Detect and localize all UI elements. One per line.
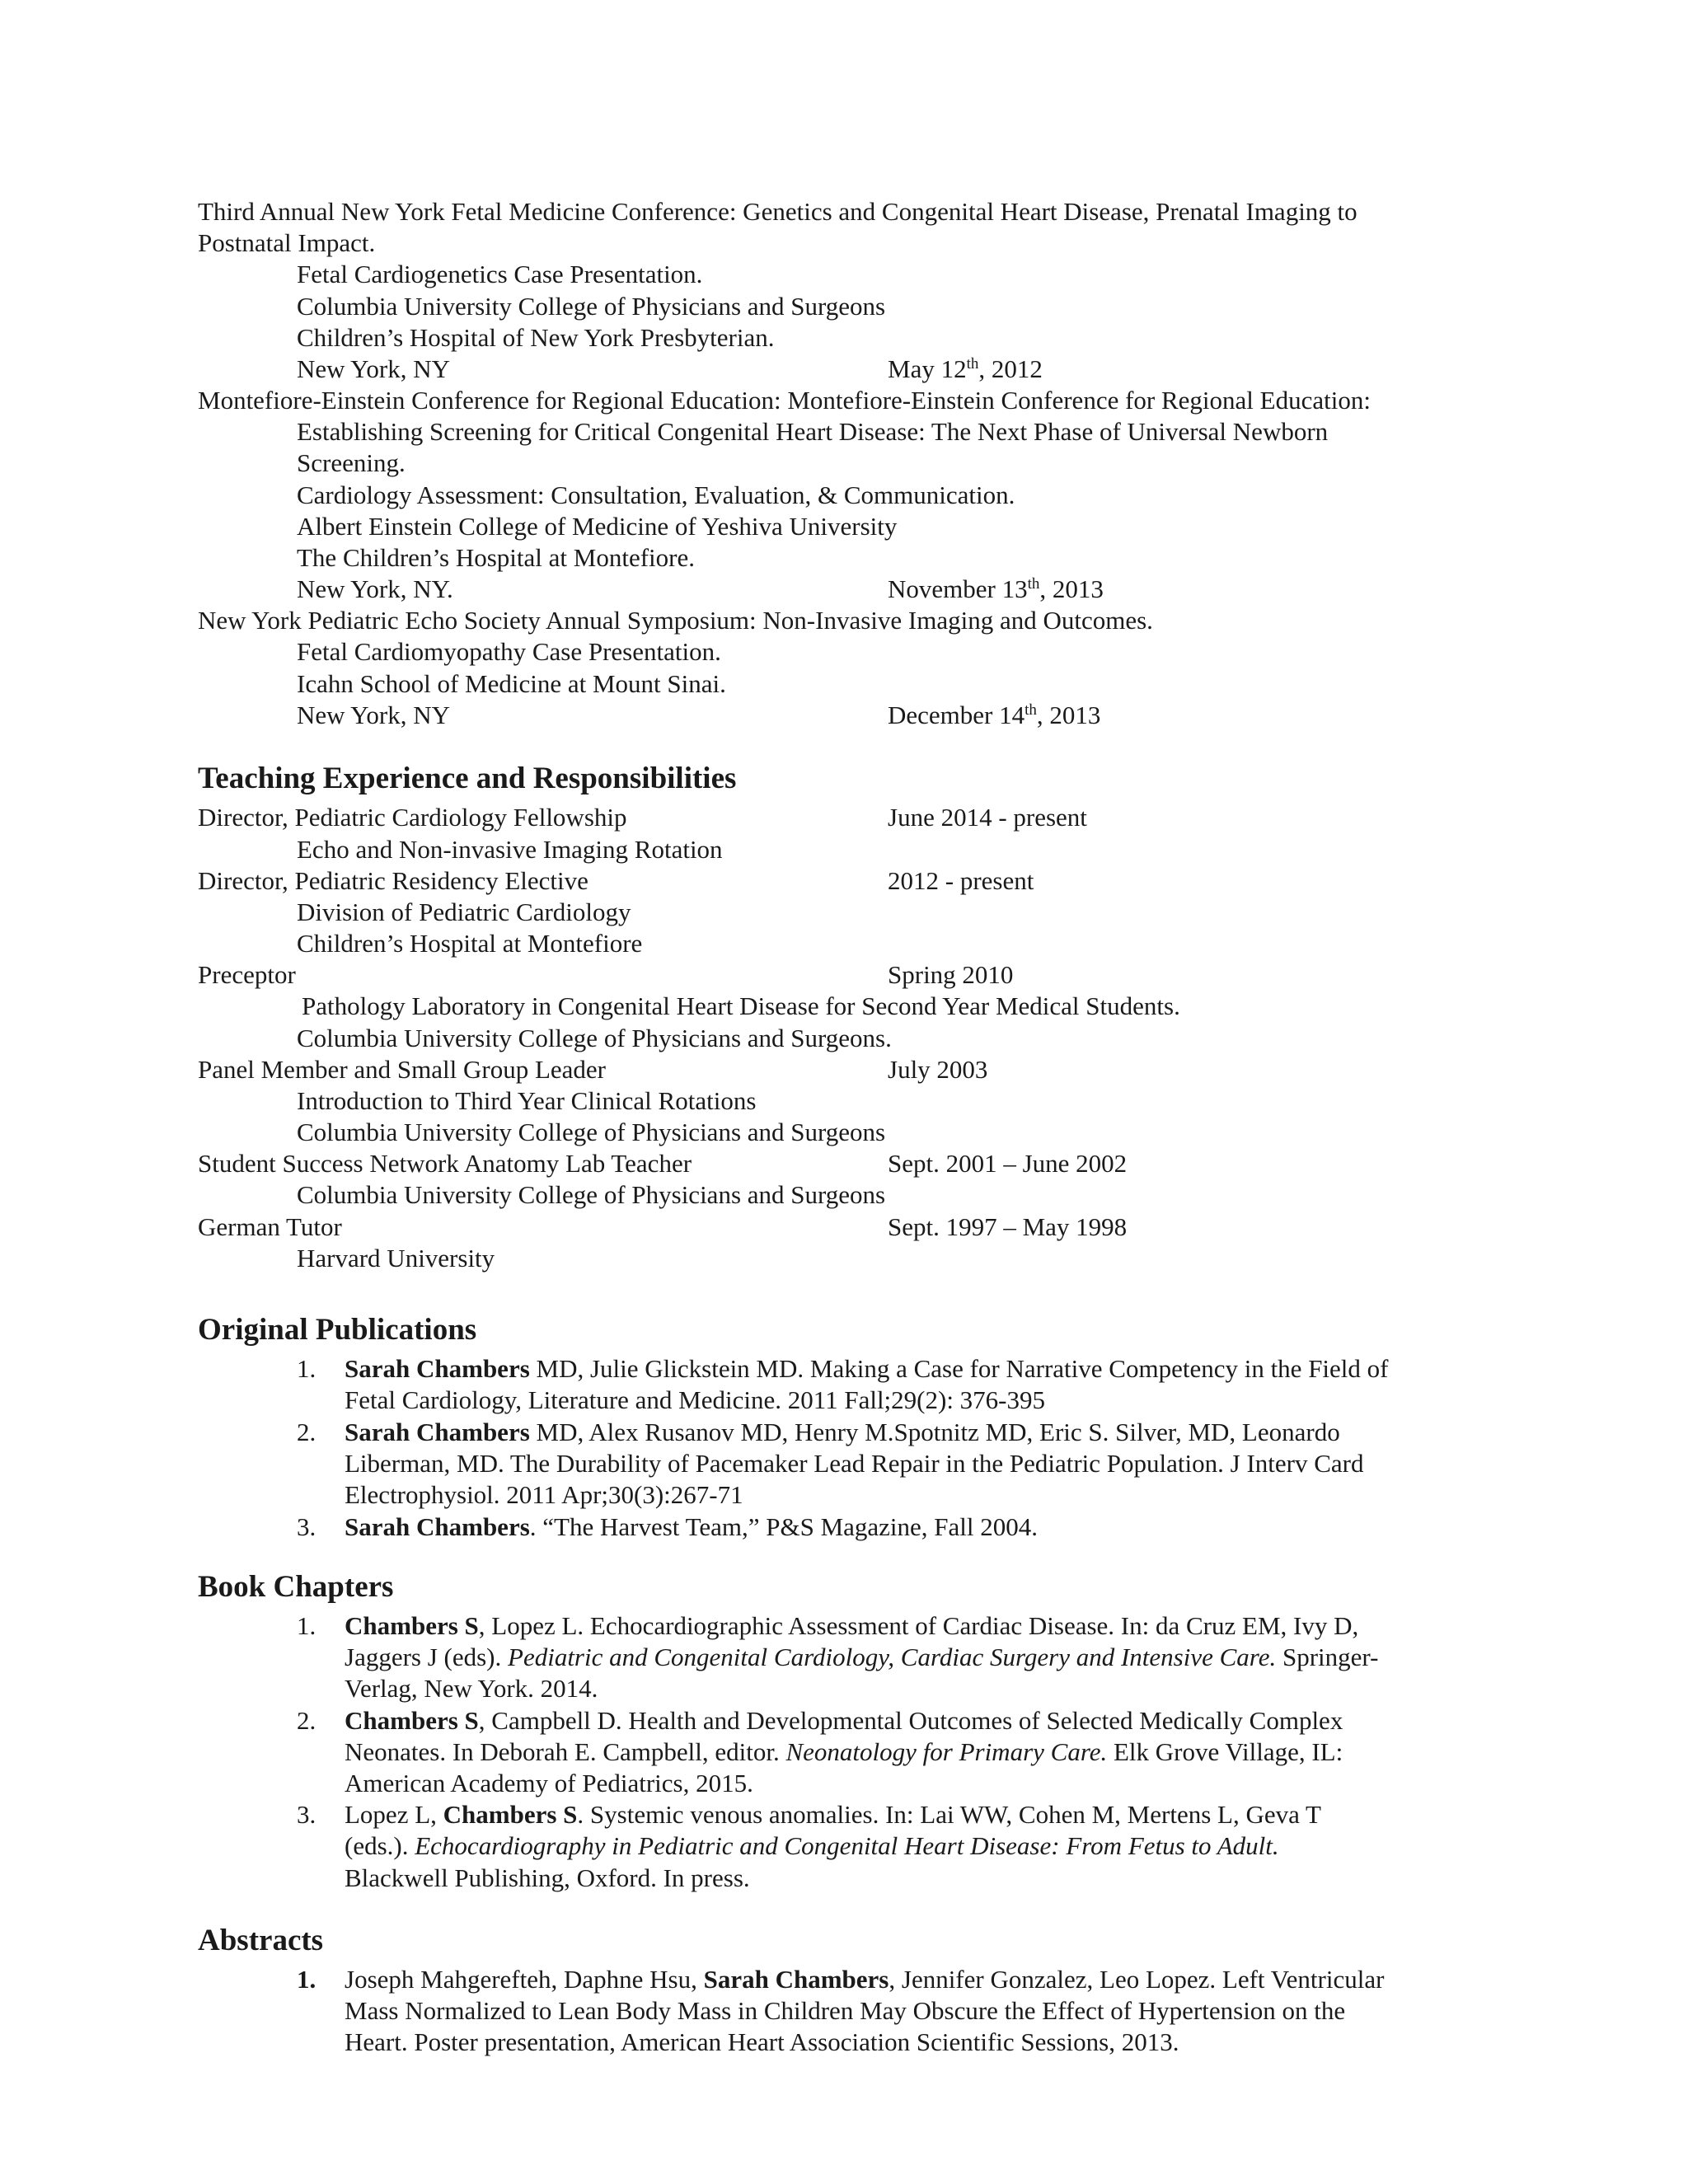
talk-2-hospital: The Children’s Hospital at Montefiore. [297, 543, 695, 572]
talk-2-place: New York, NY. [297, 574, 453, 603]
abstracts-heading: Abstracts [198, 1924, 324, 1957]
publication-2-line1: Sarah Chambers MD, Alex Rusanov MD, Henry M.Spotnitz MD, Eric S. Silver, MD, Leonardo [345, 1418, 1340, 1446]
talk-3-place: New York, NY [297, 701, 451, 729]
publication-2-number: 2. [297, 1418, 316, 1446]
talk-1-title-line2: Postnatal Impact. [198, 228, 376, 257]
talk-1-place: New York, NY [297, 354, 451, 383]
teaching-role-3-detail-1: Pathology Laboratory in Congenital Heart Disease for Second Year Medical Students. [302, 991, 1180, 1020]
teaching-role-4-detail-1: Introduction to Third Year Clinical Rotations [297, 1086, 757, 1115]
talk-2-institution: Albert Einstein College of Medicine of Yeshiva University [297, 512, 898, 541]
chapter-2-line1: Chambers S, Campbell D. Health and Developmental Outcomes of Selected Medically Complex [345, 1706, 1343, 1735]
talk-2-topic-line2: Screening. [297, 448, 406, 477]
chapter-1-number: 1. [297, 1611, 316, 1640]
teaching-role-4: Panel Member and Small Group Leader [198, 1055, 606, 1084]
chapter-1-line2: Jaggers J (eds). Pediatric and Congenital Cardiology, Cardiac Surgery and Intensive Care. Springer- [345, 1643, 1379, 1671]
talk-1-hospital: Children’s Hospital of New York Presbyterian. [297, 323, 775, 352]
teaching-role-4-detail-2: Columbia University College of Physicians and Surgeons [297, 1118, 886, 1146]
teaching-role-2-detail-1: Division of Pediatric Cardiology [297, 898, 631, 926]
teaching-role-3-detail-2: Columbia University College of Physicians and Surgeons. [297, 1024, 892, 1052]
chapter-2-number: 2. [297, 1706, 316, 1735]
chapter-2-line3: American Academy of Pediatrics, 2015. [345, 1769, 753, 1797]
publications-heading: Original Publications [198, 1313, 477, 1347]
chapter-3-line2: (eds.). Echocardiography in Pediatric and Congenital Heart Disease: From Fetus to Adult. [345, 1831, 1279, 1860]
teaching-role-2-detail-2: Children’s Hospital at Montefiore [297, 929, 643, 958]
abstract-1-line2: Mass Normalized to Lean Body Mass in Children May Obscure the Effect of Hypertension on the [345, 1996, 1346, 2025]
chapter-3-line1: Lopez L, Chambers S. Systemic venous anomalies. In: Lai WW, Cohen M, Mertens L, Geva T [345, 1800, 1321, 1829]
talk-3-institution: Icahn School of Medicine at Mount Sinai. [297, 669, 726, 698]
teaching-role-6-detail: Harvard University [297, 1244, 495, 1272]
teaching-role-2: Director, Pediatric Residency Elective [198, 866, 588, 895]
teaching-role-5: Student Success Network Anatomy Lab Teacher [198, 1149, 692, 1178]
teaching-role-1-detail: Echo and Non-invasive Imaging Rotation [297, 835, 723, 864]
teaching-role-1-date: June 2014 - present [888, 803, 1087, 832]
publication-3-number: 3. [297, 1512, 316, 1541]
publication-2-line2: Liberman, MD. The Durability of Pacemaker Lead Repair in the Pediatric Population. J Interv Card [345, 1449, 1364, 1478]
teaching-role-4-date: July 2003 [888, 1055, 988, 1084]
chapters-heading: Book Chapters [198, 1570, 394, 1604]
talk-3-date: December 14th, 2013 [888, 701, 1101, 729]
abstract-1-line1: Joseph Mahgerefteh, Daphne Hsu, Sarah Chambers, Jennifer Gonzalez, Leo Lopez. Left Ventricular [345, 1965, 1385, 1994]
talk-2-title: Montefiore-Einstein Conference for Regional Education: Montefiore-Einstein Conference for Regional Education: [198, 386, 1371, 415]
talk-3-title: New York Pediatric Echo Society Annual Symposium: Non-Invasive Imaging and Outcomes. [198, 606, 1153, 635]
teaching-heading: Teaching Experience and Responsibilities [198, 762, 737, 795]
teaching-role-6: German Tutor [198, 1212, 342, 1241]
abstract-1-line3: Heart. Poster presentation, American Heart Association Scientific Sessions, 2013. [345, 2027, 1179, 2056]
teaching-role-1: Director, Pediatric Cardiology Fellowship [198, 803, 627, 832]
talk-1-title-line1: Third Annual New York Fetal Medicine Conference: Genetics and Congenital Heart Disease, Prenatal Imaging to [198, 197, 1357, 226]
teaching-role-2-date: 2012 - present [888, 866, 1034, 895]
publication-1-number: 1. [297, 1354, 316, 1383]
abstract-1-number: 1. [297, 1965, 316, 1994]
teaching-role-6-date: Sept. 1997 – May 1998 [888, 1212, 1128, 1241]
talk-1-date: May 12th, 2012 [888, 354, 1043, 383]
publication-1-line1: Sarah Chambers MD, Julie Glickstein MD. Making a Case for Narrative Competency in the Field of [345, 1354, 1389, 1383]
talk-1-topic: Fetal Cardiogenetics Case Presentation. [297, 260, 703, 288]
talk-2-subtopic: Cardiology Assessment: Consultation, Evaluation, & Communication. [297, 480, 1015, 509]
teaching-role-3: Preceptor [198, 960, 296, 989]
chapter-2-line2: Neonates. In Deborah E. Campbell, editor. Neonatology for Primary Care. Elk Grove Village, IL: [345, 1737, 1343, 1766]
chapter-3-number: 3. [297, 1800, 316, 1829]
talk-2-date: November 13th, 2013 [888, 574, 1104, 603]
teaching-role-3-date: Spring 2010 [888, 960, 1014, 989]
talk-3-topic: Fetal Cardiomyopathy Case Presentation. [297, 637, 721, 666]
publication-2-line3: Electrophysiol. 2011 Apr;30(3):267-71 [345, 1480, 743, 1509]
talk-1-institution: Columbia University College of Physicians and Surgeons [297, 292, 886, 321]
chapter-1-line3: Verlag, New York. 2014. [345, 1674, 598, 1703]
publication-3-line1: Sarah Chambers. “The Harvest Team,” P&S Magazine, Fall 2004. [345, 1512, 1039, 1541]
chapter-3-line3: Blackwell Publishing, Oxford. In press. [345, 1863, 750, 1892]
publication-1-line2: Fetal Cardiology, Literature and Medicine. 2011 Fall;29(2): 376-395 [345, 1385, 1046, 1414]
teaching-role-5-date: Sept. 2001 – June 2002 [888, 1149, 1128, 1178]
talk-2-topic-line1: Establishing Screening for Critical Congenital Heart Disease: The Next Phase of Universal Newborn [297, 417, 1329, 446]
chapter-1-line1: Chambers S, Lopez L. Echocardiographic Assessment of Cardiac Disease. In: da Cruz EM, Ivy D, [345, 1611, 1359, 1640]
teaching-role-5-detail: Columbia University College of Physicians and Surgeons [297, 1180, 886, 1209]
